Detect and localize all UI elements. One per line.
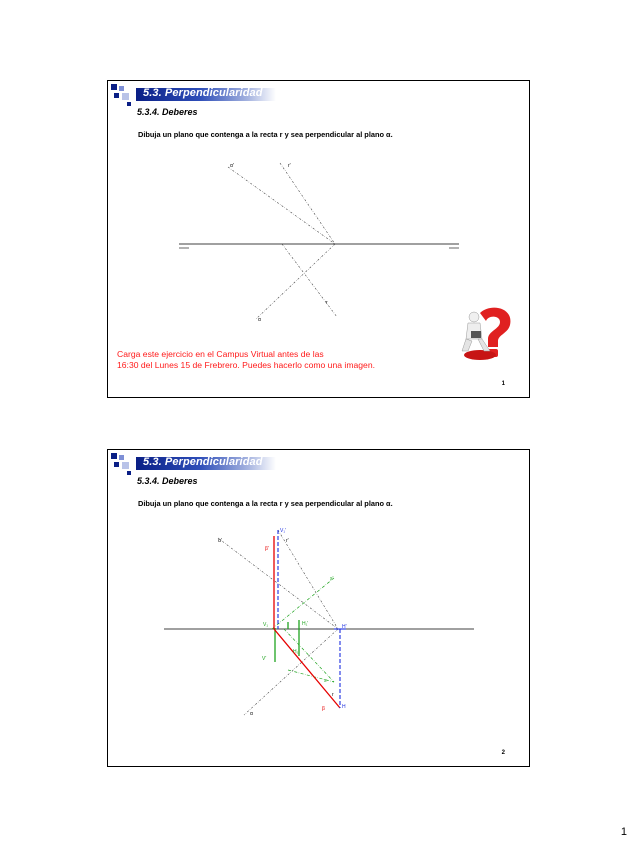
label-h1-prime: H₁' <box>302 621 309 627</box>
label-h-prime: H' <box>342 624 347 630</box>
exercise-prompt: Dibuja un plano que contenga a la recta r y sea perpendicular al plano α. <box>138 499 393 508</box>
exercise-prompt: Dibuja un plano que contenga a la recta r y sea perpendicular al plano α. <box>138 130 393 139</box>
descriptive-geometry-solution-drawing <box>108 450 531 768</box>
label-alpha-prime: α' <box>230 163 234 169</box>
thinking-person-question-mark-icon <box>458 305 516 363</box>
label-r-prime: r' <box>286 538 289 544</box>
section-subtitle: 5.3.4. Deberes <box>137 107 198 117</box>
label-h: H <box>342 704 346 710</box>
label-r: r <box>332 692 334 698</box>
label-s: s <box>324 678 327 684</box>
slide-2 <box>107 449 530 767</box>
slide-title: 5.3. Perpendicularidad <box>143 456 263 468</box>
label-alpha: α <box>250 711 253 717</box>
slide-title: 5.3. Perpendicularidad <box>143 87 263 99</box>
label-v1-prime: V₁' <box>280 528 286 534</box>
label-v1: V₁ <box>263 622 269 628</box>
label-alpha: α <box>258 317 261 323</box>
page-number: 1 <box>620 826 627 838</box>
label-beta: β <box>322 706 325 712</box>
slide-number: 2 <box>501 750 505 756</box>
slide-1 <box>107 80 530 398</box>
label-beta-prime: β' <box>265 546 269 552</box>
label-v-prime: V' <box>262 656 267 662</box>
note-line-2: 16:30 del Lunes 15 de Frebrero. Puedes hacerlo como una imagen. <box>117 360 375 370</box>
label-s-prime: s' <box>330 576 334 582</box>
label-r: r <box>326 300 328 306</box>
label-h1: H₁ <box>293 649 299 655</box>
label-alpha-prime: α' <box>218 538 222 544</box>
slide-number: 1 <box>501 381 505 387</box>
note-line-1: Carga este ejercicio en el Campus Virtual antes de las <box>117 349 324 359</box>
submission-note <box>117 349 457 371</box>
label-r-prime: r' <box>288 163 291 169</box>
section-subtitle: 5.3.4. Deberes <box>137 476 198 486</box>
